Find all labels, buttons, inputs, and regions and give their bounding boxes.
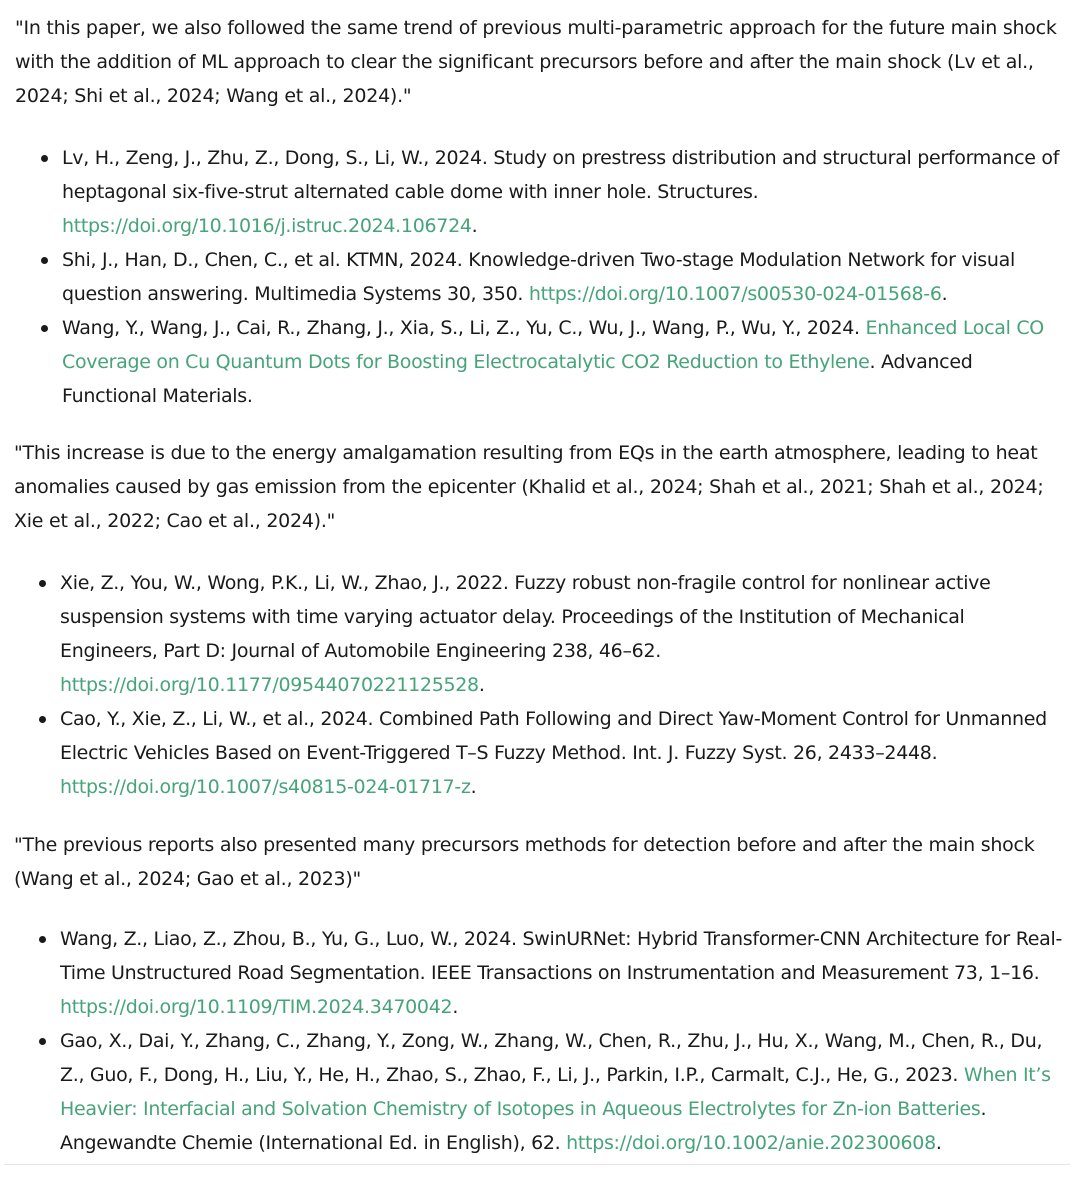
quote-paragraph: "The previous reports also presented many precursors methods for detection before and after the main shock (Wang et al., 2024; Gao et al., 2023)" <box>14 834 1035 890</box>
reference-text: Cao, Y., Xie, Z., Li, W., et al., 2024. Combined Path Following and Direct Yaw-Moment Control for Unmanned Electric Vehicles Based on Event-Triggered T–S Fuzzy Method. Int. J. Fuzzy Syst. 26, 2433–2448. <box>60 708 1047 764</box>
reference-suffix: . <box>470 776 477 798</box>
article-title-link[interactable]: When It’s Heavier: Interfacial and Solvation Chemistry of Isotopes in Aqueous Electrolytes for Zn-ion Batteries <box>60 1064 1051 1120</box>
reference-suffix: . Angewandte Chemie (International Ed. in English), 62. <box>60 1098 987 1154</box>
reference-suffix: . Advanced Functional Materials. <box>62 351 973 407</box>
bottom-divider <box>4 1164 1070 1165</box>
reference-item <box>62 141 1062 243</box>
doi-link[interactable]: https://doi.org/10.1016/j.istruc.2024.106724 <box>62 215 472 237</box>
reference-item <box>60 922 1068 1024</box>
reference-item <box>62 243 1062 311</box>
reference-item <box>60 566 1065 702</box>
reference-text: Wang, Z., Liao, Z., Zhou, B., Yu, G., Luo, W., 2024. SwinURNet: Hybrid Transformer-CNN Architecture for Real-Time Unstructured Road Segmentation. IEEE Transactions on Instrumentation and Measurement 73, 1–16. <box>60 928 1063 984</box>
article-title-link[interactable]: Enhanced Local CO Coverage on Cu Quantum Dots for Boosting Electrocatalytic CO2 Reduction to Ethylene <box>62 317 1044 373</box>
reference-item <box>60 702 1065 804</box>
doi-link[interactable]: https://doi.org/10.1002/anie.202300608 <box>566 1132 936 1154</box>
reference-item <box>62 311 1062 413</box>
reference-text: Xie, Z., You, W., Wong, P.K., Li, W., Zhao, J., 2022. Fuzzy robust non-fragile control for nonlinear active suspension systems with time varying actuator delay. Proceedings of the Institution of Mechanical Engineers, Part D: Journal of Automobile Engineering 238, 46–62. <box>60 572 991 662</box>
reference-suffix: . <box>452 996 459 1018</box>
reference-text: Gao, X., Dai, Y., Zhang, C., Zhang, Y., Zong, W., Zhang, W., Chen, R., Zhu, J., Hu, X., Wang, M., Chen, R., Du, Z., Guo, F., Dong, H., Liu, Y., He, H., Zhao, S., Zhao, F., Li, J., Parkin, I.P., Carmalt, C.J., He, G., 2023. <box>60 1030 1043 1086</box>
reference-text: Wang, Y., Wang, J., Cai, R., Zhang, J., Xia, S., Li, Z., Yu, C., Wu, J., Wang, P., Wu, Y., 2024. <box>62 317 860 339</box>
doi-link[interactable]: https://doi.org/10.1007/s40815-024-01717-z <box>60 776 471 798</box>
reference-suffix: . <box>471 215 478 237</box>
reference-suffix: . <box>478 674 485 696</box>
doi-link[interactable]: https://doi.org/10.1177/09544070221125528 <box>60 674 479 696</box>
quote-paragraph: "In this paper, we also followed the same trend of previous multi-parametric approach for the future main shock with the addition of ML approach to clear the significant precursors before and after the main shock (Lv et al., 2024; Shi et al., 2024; Wang et al., 2024)." <box>15 17 1057 107</box>
reference-list <box>60 566 1065 804</box>
reference-suffix: . <box>935 1132 942 1154</box>
doi-link[interactable]: https://doi.org/10.1007/s00530-024-01568-6 <box>528 283 942 305</box>
reference-list <box>62 141 1062 413</box>
reference-item <box>60 1024 1068 1160</box>
reference-text: Shi, J., Han, D., Chen, C., et al. KTMN, 2024. Knowledge-driven Two-stage Modulation Network for visual question answering. Multimedia Systems 30, 350. <box>62 249 1015 305</box>
reference-suffix: . <box>941 283 948 305</box>
doi-link[interactable]: https://doi.org/10.1109/TIM.2024.3470042 <box>60 996 453 1018</box>
reference-text: Lv, H., Zeng, J., Zhu, Z., Dong, S., Li, W., 2024. Study on prestress distribution and structural performance of heptagonal six-five-strut alternated cable dome with inner hole. Structures. <box>62 147 1060 203</box>
quote-paragraph: "This increase is due to the energy amalgamation resulting from EQs in the earth atmosphere, leading to heat anomalies caused by gas emission from the epicenter (Khalid et al., 2024; Shah et al., 2021; Shah et al., 2024; Xie et al., 2022; Cao et al., 2024)." <box>14 442 1044 532</box>
reference-list <box>60 922 1068 1160</box>
